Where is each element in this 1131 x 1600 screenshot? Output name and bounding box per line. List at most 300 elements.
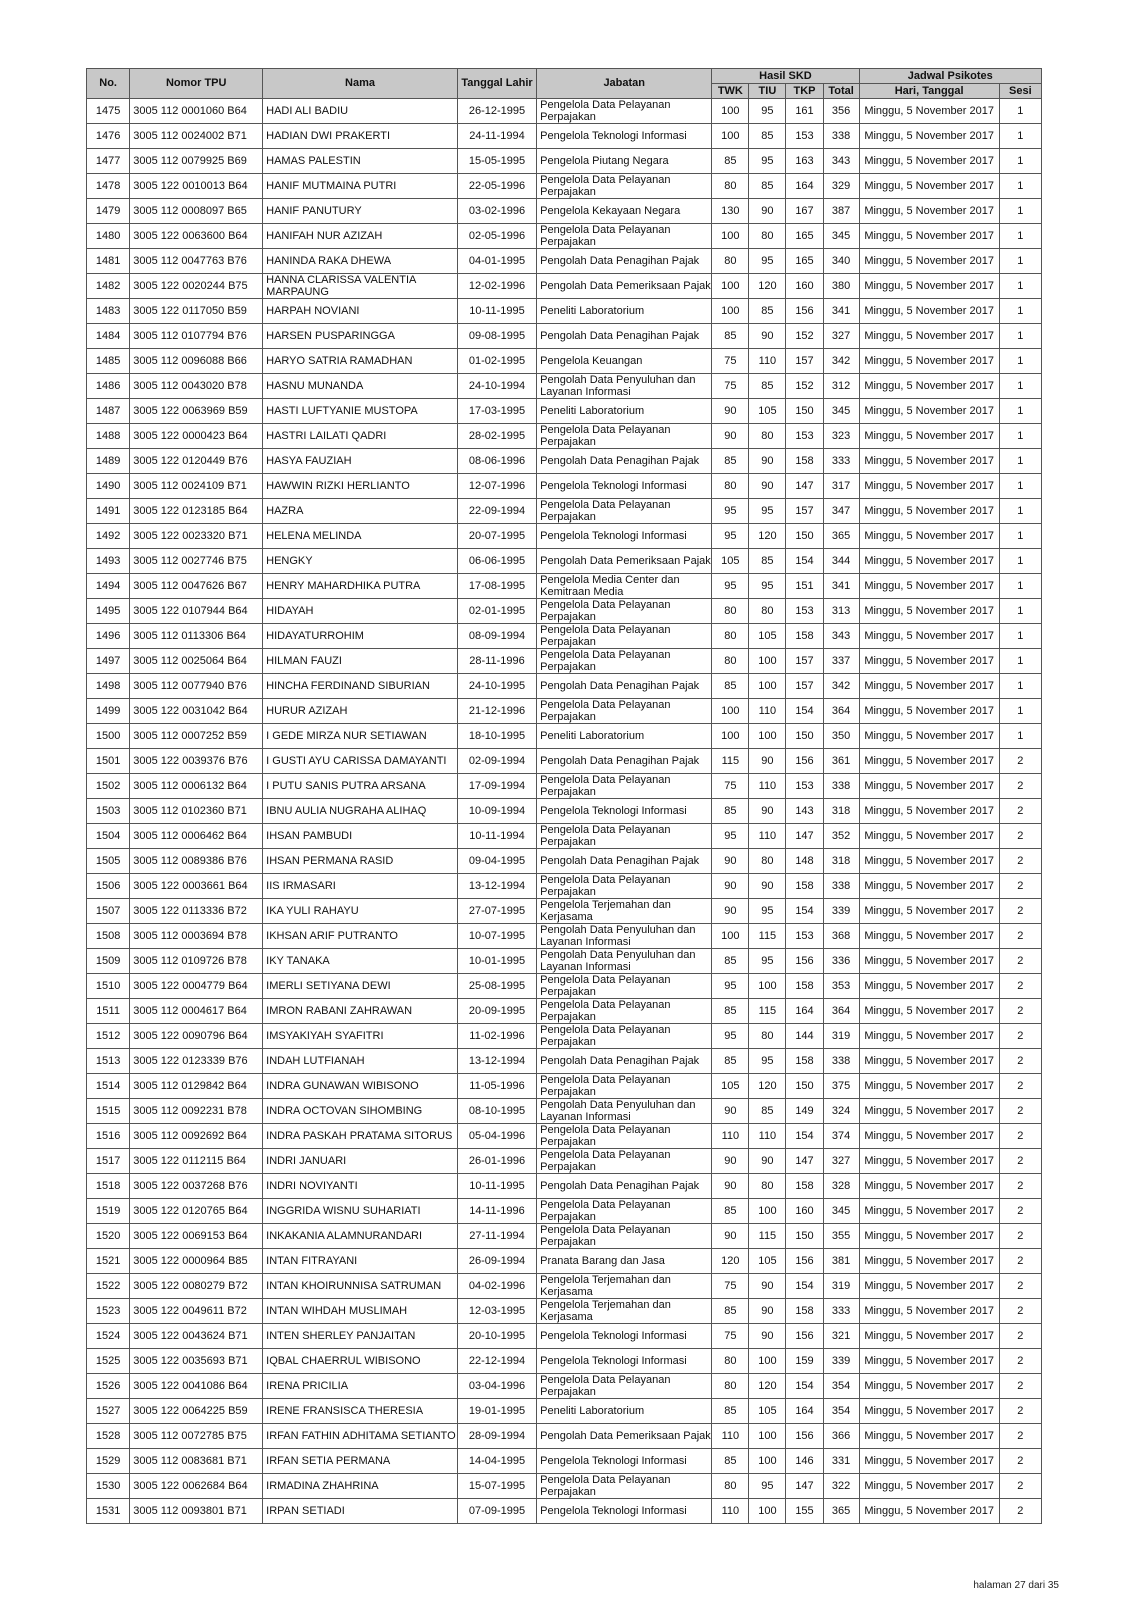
cell-hari-tanggal: Minggu, 5 November 2017 <box>859 124 999 149</box>
cell-tiu: 115 <box>749 999 786 1024</box>
cell-tanggal-lahir: 14-04-1995 <box>457 1449 536 1474</box>
cell-jabatan: Pengelola Data Pelayanan Perpajakan <box>537 649 712 674</box>
cell-jabatan: Pengolah Data Pemeriksaan Pajak <box>537 274 712 299</box>
cell-total: 374 <box>823 1124 859 1149</box>
cell-nama: IQBAL CHAERRUL WIBISONO <box>263 1349 458 1374</box>
cell-nomor-tpu: 3005 112 0107794 B76 <box>130 324 263 349</box>
cell-sesi: 2 <box>999 1374 1041 1399</box>
cell-twk: 120 <box>712 1249 749 1274</box>
cell-tiu: 90 <box>749 1149 786 1174</box>
cell-tanggal-lahir: 07-09-1995 <box>457 1499 536 1524</box>
table-row <box>87 724 1042 749</box>
cell-nomor-tpu: 3005 112 0047626 B67 <box>130 574 263 599</box>
cell-jabatan: Peneliti Laboratorium <box>537 724 712 749</box>
table-row <box>87 174 1042 199</box>
cell-jabatan: Pengelola Data Pelayanan Perpajakan <box>537 624 712 649</box>
cell-sesi: 2 <box>999 1424 1041 1449</box>
cell-jabatan: Pengelola Kekayaan Negara <box>537 199 712 224</box>
cell-nama: HAZRA <box>263 499 458 524</box>
cell-tkp: 156 <box>786 299 823 324</box>
cell-sesi: 2 <box>999 899 1041 924</box>
table-row <box>87 999 1042 1024</box>
cell-nama: INTEN SHERLEY PANJAITAN <box>263 1324 458 1349</box>
cell-jabatan: Pengolah Data Penagihan Pajak <box>537 674 712 699</box>
cell-tkp: 153 <box>786 774 823 799</box>
cell-tiu: 95 <box>749 499 786 524</box>
cell-no: 1501 <box>87 749 130 774</box>
cell-nama: INTAN FITRAYANI <box>263 1249 458 1274</box>
cell-hari-tanggal: Minggu, 5 November 2017 <box>859 174 999 199</box>
cell-sesi: 2 <box>999 749 1041 774</box>
table-row <box>87 824 1042 849</box>
cell-hari-tanggal: Minggu, 5 November 2017 <box>859 1374 999 1399</box>
cell-sesi: 2 <box>999 1399 1041 1424</box>
cell-hari-tanggal: Minggu, 5 November 2017 <box>859 1149 999 1174</box>
cell-tkp: 154 <box>786 1374 823 1399</box>
cell-no: 1476 <box>87 124 130 149</box>
cell-tanggal-lahir: 27-11-1994 <box>457 1224 536 1249</box>
cell-jabatan: Pengelola Data Pelayanan Perpajakan <box>537 1474 712 1499</box>
cell-sesi: 1 <box>999 149 1041 174</box>
table-row <box>87 1274 1042 1299</box>
cell-hari-tanggal: Minggu, 5 November 2017 <box>859 1474 999 1499</box>
cell-jabatan: Pengolah Data Penagihan Pajak <box>537 324 712 349</box>
cell-nama: IHSAN PAMBUDI <box>263 824 458 849</box>
header-jadwal-psikotes: Jadwal Psikotes <box>859 69 1041 84</box>
cell-twk: 80 <box>712 1474 749 1499</box>
cell-jabatan: Pengelola Data Pelayanan Perpajakan <box>537 974 712 999</box>
cell-total: 347 <box>823 499 859 524</box>
cell-total: 375 <box>823 1074 859 1099</box>
cell-tiu: 80 <box>749 599 786 624</box>
cell-jabatan: Pengelola Teknologi Informasi <box>537 1324 712 1349</box>
cell-nomor-tpu: 3005 122 0117050 B59 <box>130 299 263 324</box>
cell-twk: 95 <box>712 574 749 599</box>
cell-tkp: 156 <box>786 1424 823 1449</box>
cell-nomor-tpu: 3005 112 0006132 B64 <box>130 774 263 799</box>
cell-total: 345 <box>823 224 859 249</box>
cell-tiu: 90 <box>749 749 786 774</box>
cell-twk: 80 <box>712 474 749 499</box>
cell-tiu: 120 <box>749 1374 786 1399</box>
cell-sesi: 1 <box>999 499 1041 524</box>
cell-sesi: 1 <box>999 699 1041 724</box>
table-row <box>87 449 1042 474</box>
cell-tkp: 158 <box>786 974 823 999</box>
cell-total: 341 <box>823 299 859 324</box>
cell-hari-tanggal: Minggu, 5 November 2017 <box>859 924 999 949</box>
cell-no: 1505 <box>87 849 130 874</box>
cell-nama: HENGKY <box>263 549 458 574</box>
cell-total: 366 <box>823 1424 859 1449</box>
header-nama: Nama <box>263 69 458 99</box>
cell-no: 1495 <box>87 599 130 624</box>
cell-no: 1478 <box>87 174 130 199</box>
cell-nama: HANINDA RAKA DHEWA <box>263 249 458 274</box>
cell-total: 338 <box>823 124 859 149</box>
cell-tiu: 105 <box>749 1399 786 1424</box>
cell-total: 352 <box>823 824 859 849</box>
cell-no: 1512 <box>87 1024 130 1049</box>
header-tanggal-lahir: Tanggal Lahir <box>457 69 536 99</box>
cell-tanggal-lahir: 03-02-1996 <box>457 199 536 224</box>
cell-tanggal-lahir: 21-12-1996 <box>457 699 536 724</box>
cell-tkp: 157 <box>786 499 823 524</box>
cell-jabatan: Peneliti Laboratorium <box>537 1399 712 1424</box>
cell-tkp: 150 <box>786 524 823 549</box>
cell-nomor-tpu: 3005 122 0113336 B72 <box>130 899 263 924</box>
cell-nomor-tpu: 3005 112 0025064 B64 <box>130 649 263 674</box>
cell-sesi: 2 <box>999 1349 1041 1374</box>
results-table <box>86 68 1042 1524</box>
cell-nomor-tpu: 3005 122 0062684 B64 <box>130 1474 263 1499</box>
cell-nama: IKY TANAKA <box>263 949 458 974</box>
cell-nama: INDRI JANUARI <box>263 1149 458 1174</box>
cell-twk: 100 <box>712 924 749 949</box>
cell-tkp: 159 <box>786 1349 823 1374</box>
cell-nama: HARYO SATRIA RAMADHAN <box>263 349 458 374</box>
cell-sesi: 1 <box>999 374 1041 399</box>
cell-tkp: 147 <box>786 1474 823 1499</box>
cell-sesi: 1 <box>999 299 1041 324</box>
cell-tiu: 105 <box>749 624 786 649</box>
cell-twk: 75 <box>712 1324 749 1349</box>
cell-tiu: 95 <box>749 574 786 599</box>
cell-no: 1513 <box>87 1049 130 1074</box>
cell-jabatan: Pengolah Data Penyuluhan dan Layanan Informasi <box>537 924 712 949</box>
cell-sesi: 1 <box>999 249 1041 274</box>
cell-total: 342 <box>823 349 859 374</box>
cell-twk: 80 <box>712 249 749 274</box>
cell-jabatan: Pengolah Data Penagihan Pajak <box>537 749 712 774</box>
cell-total: 354 <box>823 1374 859 1399</box>
cell-total: 350 <box>823 724 859 749</box>
cell-no: 1507 <box>87 899 130 924</box>
cell-total: 333 <box>823 1299 859 1324</box>
cell-nama: INKAKANIA ALAMNURANDARI <box>263 1224 458 1249</box>
cell-jabatan: Pengelola Data Pelayanan Perpajakan <box>537 699 712 724</box>
table-row <box>87 99 1042 124</box>
cell-tanggal-lahir: 03-04-1996 <box>457 1374 536 1399</box>
cell-hari-tanggal: Minggu, 5 November 2017 <box>859 374 999 399</box>
cell-nama: HARSEN PUSPARINGGA <box>263 324 458 349</box>
cell-sesi: 2 <box>999 1499 1041 1524</box>
cell-nomor-tpu: 3005 122 0064225 B59 <box>130 1399 263 1424</box>
header-tkp: TKP <box>786 84 823 99</box>
table-row <box>87 674 1042 699</box>
table-row <box>87 349 1042 374</box>
cell-no: 1524 <box>87 1324 130 1349</box>
cell-hari-tanggal: Minggu, 5 November 2017 <box>859 224 999 249</box>
cell-twk: 110 <box>712 1499 749 1524</box>
cell-twk: 90 <box>712 1149 749 1174</box>
cell-nama: IKHSAN ARIF PUTRANTO <box>263 924 458 949</box>
cell-no: 1523 <box>87 1299 130 1324</box>
cell-tiu: 120 <box>749 274 786 299</box>
page-number: halaman 27 dari 35 <box>973 1580 1059 1591</box>
cell-no: 1521 <box>87 1249 130 1274</box>
cell-jabatan: Pengelola Data Pelayanan Perpajakan <box>537 499 712 524</box>
cell-nomor-tpu: 3005 112 0024109 B71 <box>130 474 263 499</box>
cell-twk: 90 <box>712 1099 749 1124</box>
cell-tiu: 90 <box>749 199 786 224</box>
cell-twk: 85 <box>712 949 749 974</box>
cell-jabatan: Pengolah Data Penagihan Pajak <box>537 249 712 274</box>
cell-jabatan: Pengelola Media Center dan Kemitraan Media <box>537 574 712 599</box>
cell-sesi: 1 <box>999 524 1041 549</box>
cell-twk: 85 <box>712 1399 749 1424</box>
cell-twk: 90 <box>712 874 749 899</box>
cell-tanggal-lahir: 10-07-1995 <box>457 924 536 949</box>
cell-total: 328 <box>823 1174 859 1199</box>
cell-jabatan: Pengolah Data Penyuluhan dan Layanan Informasi <box>537 1099 712 1124</box>
cell-nomor-tpu: 3005 122 0049611 B72 <box>130 1299 263 1324</box>
cell-tiu: 110 <box>749 774 786 799</box>
cell-tkp: 156 <box>786 949 823 974</box>
cell-nomor-tpu: 3005 122 0123339 B76 <box>130 1049 263 1074</box>
cell-hari-tanggal: Minggu, 5 November 2017 <box>859 574 999 599</box>
cell-total: 313 <box>823 599 859 624</box>
cell-hari-tanggal: Minggu, 5 November 2017 <box>859 649 999 674</box>
cell-no: 1481 <box>87 249 130 274</box>
cell-nomor-tpu: 3005 112 0093801 B71 <box>130 1499 263 1524</box>
cell-no: 1531 <box>87 1499 130 1524</box>
cell-twk: 95 <box>712 499 749 524</box>
cell-twk: 75 <box>712 374 749 399</box>
cell-tkp: 158 <box>786 874 823 899</box>
cell-twk: 85 <box>712 324 749 349</box>
cell-jabatan: Pengolah Data Penagihan Pajak <box>537 849 712 874</box>
cell-nama: HASTRI LAILATI QADRI <box>263 424 458 449</box>
table-row <box>87 199 1042 224</box>
cell-nomor-tpu: 3005 112 0079925 B69 <box>130 149 263 174</box>
table-row <box>87 324 1042 349</box>
cell-tanggal-lahir: 10-09-1994 <box>457 799 536 824</box>
cell-twk: 90 <box>712 1174 749 1199</box>
cell-twk: 85 <box>712 449 749 474</box>
cell-tkp: 158 <box>786 624 823 649</box>
table-row <box>87 774 1042 799</box>
header-sesi: Sesi <box>999 84 1041 99</box>
cell-tkp: 164 <box>786 174 823 199</box>
cell-hari-tanggal: Minggu, 5 November 2017 <box>859 524 999 549</box>
cell-sesi: 2 <box>999 824 1041 849</box>
table-row <box>87 124 1042 149</box>
cell-hari-tanggal: Minggu, 5 November 2017 <box>859 599 999 624</box>
cell-nama: HENRY MAHARDHIKA PUTRA <box>263 574 458 599</box>
cell-tkp: 151 <box>786 574 823 599</box>
cell-tiu: 95 <box>749 99 786 124</box>
cell-nomor-tpu: 3005 112 0092692 B64 <box>130 1124 263 1149</box>
cell-no: 1506 <box>87 874 130 899</box>
cell-total: 319 <box>823 1274 859 1299</box>
cell-total: 353 <box>823 974 859 999</box>
cell-nomor-tpu: 3005 122 0112115 B64 <box>130 1149 263 1174</box>
cell-sesi: 1 <box>999 124 1041 149</box>
cell-nama: I PUTU SANIS PUTRA ARSANA <box>263 774 458 799</box>
cell-nama: INGGRIDA WISNU SUHARIATI <box>263 1199 458 1224</box>
cell-nama: HELENA MELINDA <box>263 524 458 549</box>
cell-tiu: 120 <box>749 524 786 549</box>
cell-nama: IBNU AULIA NUGRAHA ALIHAQ <box>263 799 458 824</box>
cell-hari-tanggal: Minggu, 5 November 2017 <box>859 624 999 649</box>
cell-tkp: 164 <box>786 1399 823 1424</box>
cell-twk: 80 <box>712 649 749 674</box>
cell-no: 1515 <box>87 1099 130 1124</box>
cell-tanggal-lahir: 08-06-1996 <box>457 449 536 474</box>
cell-total: 318 <box>823 799 859 824</box>
cell-twk: 85 <box>712 799 749 824</box>
cell-nama: IMRON RABANI ZAHRAWAN <box>263 999 458 1024</box>
cell-tiu: 80 <box>749 1174 786 1199</box>
cell-sesi: 1 <box>999 449 1041 474</box>
cell-no: 1492 <box>87 524 130 549</box>
cell-total: 327 <box>823 324 859 349</box>
cell-nomor-tpu: 3005 112 0092231 B78 <box>130 1099 263 1124</box>
cell-hari-tanggal: Minggu, 5 November 2017 <box>859 1499 999 1524</box>
cell-nomor-tpu: 3005 122 0120449 B76 <box>130 449 263 474</box>
cell-tiu: 90 <box>749 874 786 899</box>
cell-jabatan: Pengelola Data Pelayanan Perpajakan <box>537 424 712 449</box>
cell-tanggal-lahir: 06-06-1995 <box>457 549 536 574</box>
header-hasil-skd: Hasil SKD <box>712 69 859 84</box>
cell-nomor-tpu: 3005 112 0083681 B71 <box>130 1449 263 1474</box>
cell-tiu: 95 <box>749 1474 786 1499</box>
cell-nama: HIDAYAH <box>263 599 458 624</box>
table-row <box>87 1049 1042 1074</box>
cell-tiu: 85 <box>749 124 786 149</box>
cell-jabatan: Pengelola Data Pelayanan Perpajakan <box>537 599 712 624</box>
cell-hari-tanggal: Minggu, 5 November 2017 <box>859 199 999 224</box>
cell-no: 1485 <box>87 349 130 374</box>
cell-tanggal-lahir: 20-09-1995 <box>457 999 536 1024</box>
cell-sesi: 2 <box>999 874 1041 899</box>
cell-jabatan: Pengelola Data Pelayanan Perpajakan <box>537 1124 712 1149</box>
cell-total: 329 <box>823 174 859 199</box>
cell-tiu: 90 <box>749 1324 786 1349</box>
cell-tiu: 110 <box>749 824 786 849</box>
cell-tanggal-lahir: 24-11-1994 <box>457 124 536 149</box>
cell-tkp: 153 <box>786 599 823 624</box>
cell-tanggal-lahir: 12-03-1995 <box>457 1299 536 1324</box>
cell-sesi: 2 <box>999 949 1041 974</box>
table-row <box>87 1474 1042 1499</box>
cell-no: 1503 <box>87 799 130 824</box>
cell-tiu: 110 <box>749 699 786 724</box>
cell-no: 1522 <box>87 1274 130 1299</box>
cell-twk: 75 <box>712 1274 749 1299</box>
table-row <box>87 1024 1042 1049</box>
cell-nama: IRMADINA ZHAHRINA <box>263 1474 458 1499</box>
cell-jabatan: Pranata Barang dan Jasa <box>537 1249 712 1274</box>
cell-sesi: 1 <box>999 574 1041 599</box>
cell-sesi: 1 <box>999 174 1041 199</box>
cell-no: 1509 <box>87 949 130 974</box>
cell-tkp: 150 <box>786 724 823 749</box>
cell-tkp: 161 <box>786 99 823 124</box>
cell-no: 1511 <box>87 999 130 1024</box>
cell-nomor-tpu: 3005 122 0031042 B64 <box>130 699 263 724</box>
cell-tkp: 144 <box>786 1024 823 1049</box>
cell-sesi: 2 <box>999 1249 1041 1274</box>
cell-hari-tanggal: Minggu, 5 November 2017 <box>859 399 999 424</box>
cell-tanggal-lahir: 18-10-1995 <box>457 724 536 749</box>
table-row <box>87 649 1042 674</box>
cell-jabatan: Pengelola Data Pelayanan Perpajakan <box>537 1374 712 1399</box>
cell-nomor-tpu: 3005 112 0001060 B64 <box>130 99 263 124</box>
cell-sesi: 2 <box>999 1224 1041 1249</box>
cell-hari-tanggal: Minggu, 5 November 2017 <box>859 1174 999 1199</box>
cell-no: 1510 <box>87 974 130 999</box>
cell-nama: INDRA GUNAWAN WIBISONO <box>263 1074 458 1099</box>
cell-tanggal-lahir: 20-10-1995 <box>457 1324 536 1349</box>
cell-tanggal-lahir: 26-01-1996 <box>457 1149 536 1174</box>
cell-tkp: 150 <box>786 1224 823 1249</box>
cell-jabatan: Pengelola Data Pelayanan Perpajakan <box>537 874 712 899</box>
table-row <box>87 249 1042 274</box>
cell-nama: IHSAN PERMANA RASID <box>263 849 458 874</box>
table-row <box>87 549 1042 574</box>
cell-nomor-tpu: 3005 112 0113306 B64 <box>130 624 263 649</box>
cell-no: 1508 <box>87 924 130 949</box>
cell-jabatan: Pengelola Teknologi Informasi <box>537 1499 712 1524</box>
cell-twk: 85 <box>712 1299 749 1324</box>
cell-sesi: 2 <box>999 1449 1041 1474</box>
cell-tkp: 147 <box>786 824 823 849</box>
cell-tiu: 110 <box>749 349 786 374</box>
cell-twk: 100 <box>712 724 749 749</box>
cell-hari-tanggal: Minggu, 5 November 2017 <box>859 274 999 299</box>
cell-tiu: 110 <box>749 1124 786 1149</box>
cell-tiu: 80 <box>749 849 786 874</box>
cell-jabatan: Pengelola Data Pelayanan Perpajakan <box>537 1199 712 1224</box>
cell-hari-tanggal: Minggu, 5 November 2017 <box>859 499 999 524</box>
cell-tanggal-lahir: 02-09-1994 <box>457 749 536 774</box>
cell-jabatan: Pengelola Terjemahan dan Kerjasama <box>537 1299 712 1324</box>
table-row <box>87 1074 1042 1099</box>
cell-no: 1528 <box>87 1424 130 1449</box>
cell-nomor-tpu: 3005 122 0090796 B64 <box>130 1024 263 1049</box>
table-row <box>87 1324 1042 1349</box>
cell-nomor-tpu: 3005 112 0004617 B64 <box>130 999 263 1024</box>
cell-no: 1517 <box>87 1149 130 1174</box>
table-row <box>87 574 1042 599</box>
cell-hari-tanggal: Minggu, 5 November 2017 <box>859 1349 999 1374</box>
cell-nomor-tpu: 3005 122 0120765 B64 <box>130 1199 263 1224</box>
cell-sesi: 1 <box>999 649 1041 674</box>
cell-no: 1526 <box>87 1374 130 1399</box>
cell-tkp: 158 <box>786 1049 823 1074</box>
cell-hari-tanggal: Minggu, 5 November 2017 <box>859 1199 999 1224</box>
cell-no: 1518 <box>87 1174 130 1199</box>
cell-tkp: 154 <box>786 899 823 924</box>
cell-twk: 85 <box>712 149 749 174</box>
cell-hari-tanggal: Minggu, 5 November 2017 <box>859 349 999 374</box>
cell-sesi: 2 <box>999 1124 1041 1149</box>
cell-nama: HASTI LUFTYANIE MUSTOPA <box>263 399 458 424</box>
cell-sesi: 1 <box>999 674 1041 699</box>
table-row <box>87 424 1042 449</box>
cell-sesi: 2 <box>999 1049 1041 1074</box>
cell-total: 323 <box>823 424 859 449</box>
cell-tanggal-lahir: 22-12-1994 <box>457 1349 536 1374</box>
cell-tkp: 158 <box>786 449 823 474</box>
cell-tanggal-lahir: 13-12-1994 <box>457 1049 536 1074</box>
cell-hari-tanggal: Minggu, 5 November 2017 <box>859 149 999 174</box>
cell-no: 1504 <box>87 824 130 849</box>
cell-no: 1525 <box>87 1349 130 1374</box>
cell-total: 380 <box>823 274 859 299</box>
